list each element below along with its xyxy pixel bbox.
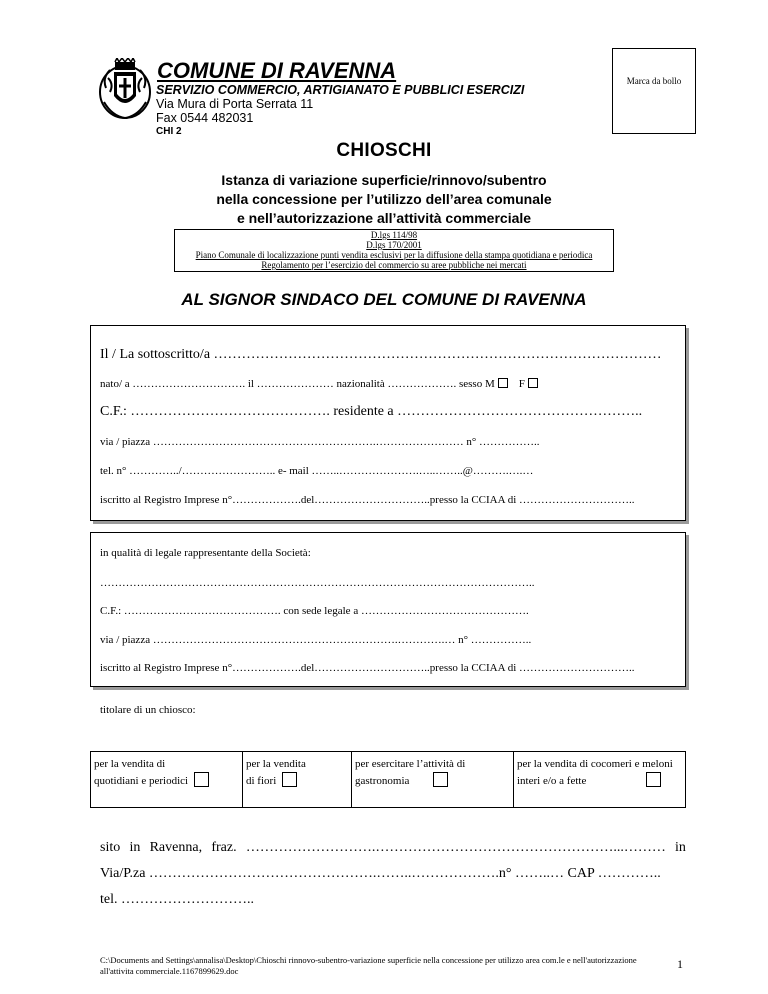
kiosk-location-field[interactable]: sito in Ravenna, fraz. ……………………….……………………………………………...……… in	[100, 840, 686, 855]
newspapers-checkbox[interactable]	[194, 772, 209, 787]
subtitle-line-2: nella concessione per l’utilizzo dell’area comunale	[216, 191, 552, 207]
applicant-cf-field[interactable]: C.F.: ……………………………………. residente a ……………………………………………..	[100, 404, 643, 419]
flowers-checkbox[interactable]	[282, 772, 297, 787]
kiosk-option-newspapers[interactable]: per la vendita di quotidiani e periodici	[91, 752, 243, 808]
applicant-name-field[interactable]: Il / La sottoscritto/a ……………………………………………………………………………………	[100, 347, 662, 362]
company-intro: in qualità di legale rappresentante della Società:	[100, 547, 311, 559]
birth-nationality-label: nato/ a …………………………. il ………………… nazionalità ………………. sesso M	[100, 378, 495, 390]
stamp-label: Marca da bollo	[626, 76, 682, 86]
sex-f-checkbox[interactable]	[528, 378, 538, 388]
office-fax: Fax 0544 482031	[156, 111, 254, 125]
reference-4: Regolamento per l’esercizio del commercio su aree pubbliche nei mercati	[261, 260, 527, 270]
coat-of-arms-icon	[98, 58, 152, 120]
sex-m-checkbox[interactable]	[498, 378, 508, 388]
company-name-field[interactable]: ………………………………………………………………………………………………………..	[100, 577, 535, 589]
melons-checkbox[interactable]	[646, 772, 661, 787]
office-address: Via Mura di Porta Serrata 11	[156, 97, 314, 111]
reference-1: D.lgs 114/98	[370, 230, 418, 240]
kiosk-option-flowers[interactable]: per la vendita di fiori	[243, 752, 352, 808]
applicant-registry-field[interactable]: iscritto al Registro Imprese n°……………….del…………………………..presso la CCIAA di …………………………..	[100, 494, 635, 506]
stamp-box	[612, 48, 696, 134]
company-registry-field[interactable]: iscritto al Registro Imprese n°……………….del…………………………..presso la CCIAA di …………………………..	[100, 662, 635, 674]
company-street-field[interactable]: via / piazza ………………………………………………………….………….… n° ……………..	[100, 634, 532, 646]
page-number: 1	[677, 957, 683, 971]
kiosk-label: titolare di un chiosco:	[100, 704, 196, 716]
sex-f-label: F	[518, 378, 525, 390]
gastronomy-checkbox[interactable]	[433, 772, 448, 787]
addressee: AL SIGNOR SINDACO DEL COMUNE DI RAVENNA	[181, 290, 587, 309]
kiosk-option-gastronomy[interactable]: per esercitare l’attività di gastronomia	[352, 752, 514, 808]
form-code: CHI 2	[156, 126, 182, 137]
applicant-contact-field[interactable]: tel. n° …………../…………………….. e- mail ……..………………….…..……..@……….….…	[100, 465, 534, 477]
service-name: SERVIZIO COMMERCIO, ARTIGIANATO E PUBBLICI ESERCIZI	[156, 83, 525, 97]
kiosk-phone-field[interactable]: tel. ………………………..	[100, 892, 254, 907]
page-title: CHIOSCHI	[336, 140, 432, 161]
kiosk-option-melons[interactable]: per la vendita di cocomeri e meloni interi e/o a fette	[514, 752, 686, 808]
applicant-street-field[interactable]: via / piazza …………………………………………………….…………………… n° ……………..	[100, 436, 540, 448]
org-name: COMUNE DI RAVENNA	[157, 58, 397, 83]
subtitle-line-3: e nell’autorizzazione all’attività commerciale	[236, 210, 532, 226]
applicant-birth-field[interactable]	[100, 378, 538, 390]
subtitle-line-1: Istanza di variazione superficie/rinnovo/subentro	[221, 172, 547, 188]
footer-file-path: C:\Documents and Settings\annalisa\Desktop\Chioschi rinnovo-subentro-variazione superficie nella concessione per utilizzo area com.le e nell'autorizzazione all'attivita commerciale.1167899629.doc	[100, 955, 637, 976]
reference-3: Piano Comunale di localizzazione punti vendita esclusivi per la diffusione della stampa quotidiana e periodica	[195, 250, 593, 260]
kiosk-type-table	[90, 751, 686, 808]
company-cf-field[interactable]: C.F.: ……………………………………. con sede legale a ……………………………………….	[100, 605, 529, 617]
reference-2: D.lgs 170/2001	[366, 240, 422, 250]
kiosk-street-field[interactable]: Via/P.za ………………………………………….……..……………….n° ……..… CAP …………..	[100, 866, 661, 881]
